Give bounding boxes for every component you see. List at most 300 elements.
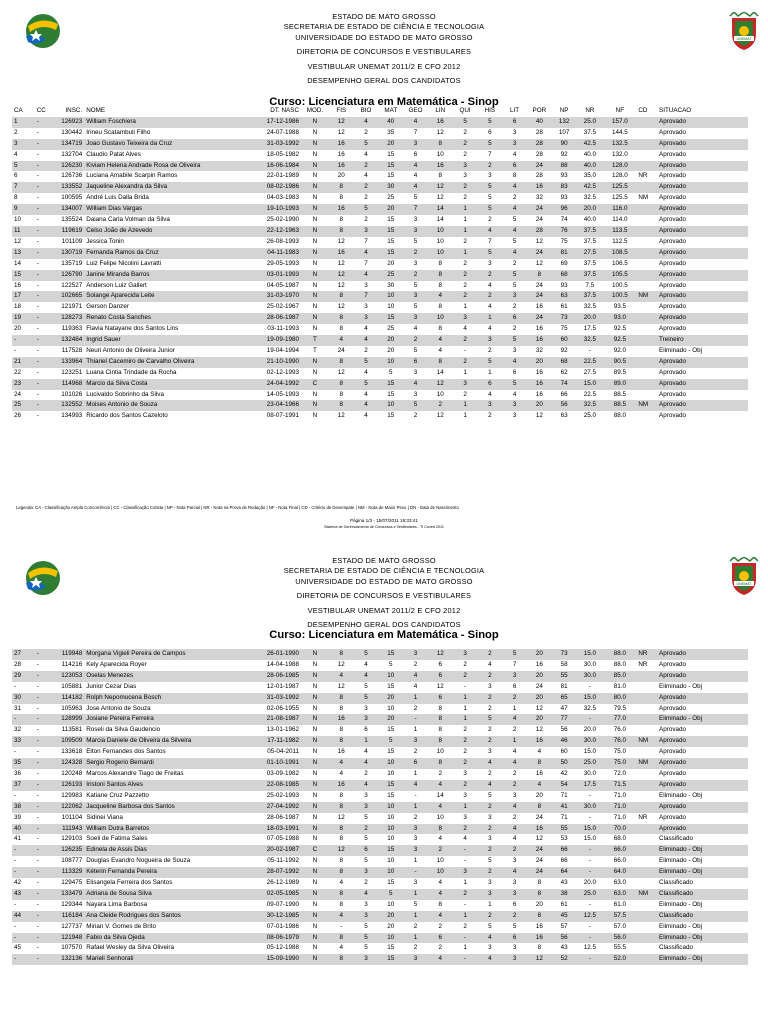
cell-cc: -	[35, 714, 54, 725]
cell-fis: 16	[329, 248, 354, 259]
cell-cd	[636, 270, 657, 281]
cell-mat: 10	[378, 400, 403, 411]
table-row	[12, 128, 748, 139]
cell-mat: 10	[387, 813, 395, 821]
cell-nf: 88.0	[603, 649, 636, 660]
cell-nr: 30.0	[577, 671, 604, 682]
cell-cd	[636, 139, 657, 150]
cell-bio: 4	[354, 400, 379, 411]
cell-nf: 57.0	[613, 922, 626, 930]
cell-nome: Sergio Rogerio Bernardi	[84, 758, 244, 769]
cell-mat: 15	[378, 161, 403, 172]
cell-fis: 8	[329, 400, 354, 411]
cell-nome: William Foschiera	[84, 117, 244, 128]
cell-cd	[636, 335, 657, 346]
cell-cd	[636, 682, 657, 693]
cell-np: 88	[552, 161, 577, 172]
cell-cd	[636, 834, 657, 845]
cell-ca: 8	[14, 194, 18, 202]
cell-nf: 80.0	[603, 693, 636, 704]
cell-fis: 16	[329, 139, 354, 150]
cell-insc: 105963	[61, 704, 83, 712]
cell-por: 28	[527, 139, 552, 150]
cell-bio: 5	[354, 693, 379, 704]
cell-qui: 2	[453, 736, 478, 747]
cell-mod: N	[312, 303, 318, 311]
cell-situacao: Eliminado - Obj	[657, 845, 748, 856]
cell-nf: 64.0	[603, 867, 636, 878]
cell-nr: -	[588, 791, 591, 799]
cell-cc: -	[35, 204, 54, 215]
cell-qui: 3	[453, 649, 478, 660]
cell-np: 77	[552, 714, 577, 725]
cell-nr: 30.0	[583, 769, 597, 777]
cell-bio: 3	[354, 226, 379, 237]
cell-insc: 122527	[61, 281, 83, 289]
cell-lin: 10	[436, 390, 444, 398]
cell-nome: Claudio Patat Alves	[86, 150, 141, 158]
cell-nr: 30.0	[577, 802, 604, 813]
cell-lin: 10	[428, 226, 453, 237]
cell-por: 16	[535, 769, 543, 777]
cell-bio: 5	[354, 379, 379, 390]
cell-mod: N	[301, 139, 329, 150]
cell-nf: 108.5	[603, 248, 636, 259]
cell-his: 3	[488, 879, 492, 887]
cell-nome: Jaqueline Alexandra da Silva	[84, 182, 244, 193]
cell-dt-nasc: 26-08-1993	[266, 237, 299, 245]
cell-dt-nasc: 08-07-1991	[266, 412, 299, 420]
cell-mat: 10	[387, 835, 395, 843]
cell-cd: NM	[636, 400, 657, 411]
cell-dt-nasc: 31-03-1992	[244, 693, 301, 704]
cell-bio: 5	[364, 682, 368, 690]
cell-mod: N	[312, 726, 318, 734]
cell-ca: 28	[14, 660, 22, 668]
cell-np: 92	[560, 150, 568, 158]
cell-his: 1	[488, 368, 492, 376]
cell-geo: 4	[413, 172, 418, 180]
cell-bio: 2	[354, 161, 379, 172]
cell-situacao: Aprovado	[657, 693, 748, 704]
cell-cc: -	[36, 682, 39, 690]
cell-lit: 4	[502, 357, 527, 368]
column-header-nr: NR	[585, 107, 595, 114]
cell-his: 7	[488, 237, 492, 245]
cell-his: 3	[488, 682, 492, 690]
cell-cc: -	[35, 161, 54, 172]
cell-situacao: Aprovado	[657, 182, 748, 193]
cell-lin: 10	[436, 748, 444, 756]
cell-np: 96	[552, 204, 577, 215]
cell-lin: 4	[438, 835, 443, 843]
cell-situacao: Aprovado	[657, 270, 748, 281]
cell-his: 4	[477, 758, 502, 769]
course-title: Curso: Licenciatura em Matemática - Sinop	[269, 629, 499, 641]
cell-dt-nasc: 24-07-1988	[266, 128, 299, 136]
cell-nome: Josiane Pereira Ferreira	[84, 714, 244, 725]
cell-geo: 5	[403, 400, 428, 411]
cell-cd	[636, 161, 657, 172]
cell-nf: 125.5	[603, 182, 636, 193]
cell-mod: N	[312, 922, 318, 930]
cell-mat: 15	[378, 313, 403, 324]
cell-np: 56	[552, 400, 577, 411]
cell-lin: 8	[438, 303, 443, 311]
cell-nome: Kiviam Helena Andrade Rosa de Oliveira	[84, 161, 244, 172]
cell-np: 74	[560, 216, 568, 224]
cell-dt-nasc: 08-06-1979	[244, 933, 301, 944]
cell-np: 43	[560, 879, 568, 887]
cell-bio: 5	[354, 139, 379, 150]
cell-bio: 3	[354, 954, 379, 965]
cell-lit: 2	[502, 780, 527, 791]
cell-cc: -	[35, 226, 54, 237]
cell-nome: Joao Gustavo Teixeira da Cruz	[84, 139, 244, 150]
cell-np: 38	[552, 889, 577, 900]
cell-mod: C	[301, 379, 329, 390]
cell-lit: 2	[512, 726, 517, 734]
cell-np: 60	[560, 748, 568, 756]
header-subtitle: DESEMPENHO GERAL DOS CANDIDATOS	[307, 76, 461, 86]
cell-qui: 1	[463, 704, 467, 712]
cell-fis: 4	[339, 944, 343, 952]
cell-fis: 8	[329, 889, 354, 900]
cell-dt-nasc: 25-02-1993	[266, 791, 299, 799]
cell-por: 12	[535, 835, 543, 843]
cell-insc: 119948	[53, 649, 84, 660]
cell-cd	[636, 368, 657, 379]
cell-np: 66	[560, 857, 568, 865]
cell-ca: -	[14, 682, 17, 690]
cell-lin: 4	[438, 346, 443, 354]
cell-situacao: Aprovado	[659, 303, 686, 311]
cell-cd: NM	[636, 889, 657, 900]
cell-dt-nasc: 31-03-1970	[244, 291, 301, 302]
cell-bio: 1	[354, 736, 379, 747]
cell-dt-nasc: 08-02-1986	[244, 182, 301, 193]
cell-cc: -	[35, 780, 54, 791]
cell-nr: -	[577, 714, 604, 725]
cell-his: 3	[488, 944, 492, 952]
cell-cd	[636, 237, 657, 248]
cell-his: 5	[477, 714, 502, 725]
cell-nf: 57.5	[603, 911, 636, 922]
cell-cc: -	[35, 248, 54, 259]
cell-insc: 135719	[61, 259, 83, 267]
cell-qui: 1	[453, 248, 478, 259]
cell-his: 5	[488, 922, 492, 930]
cell-cc: -	[36, 281, 39, 289]
cell-por: 28	[535, 172, 543, 180]
cell-insc: 129103	[61, 835, 83, 843]
table-row	[12, 193, 748, 204]
cell-mod: N	[301, 824, 329, 835]
cell-situacao: Aprovado	[657, 400, 748, 411]
cell-np: 41	[552, 802, 577, 813]
table-row	[12, 889, 748, 900]
table-row	[12, 671, 748, 682]
header-directorate: DIRETORIA DE CONCURSOS E VESTIBULARES	[296, 591, 472, 601]
cell-bio: 6	[354, 845, 379, 856]
table-body	[12, 117, 748, 422]
cell-his: 2	[477, 291, 502, 302]
cell-geo: 6	[403, 357, 428, 368]
cell-nr: -	[588, 922, 591, 930]
cell-lit: 4	[512, 748, 517, 756]
cell-mod: N	[312, 813, 318, 821]
cell-lin: 2	[438, 944, 443, 952]
cell-lit: 3	[502, 954, 527, 965]
cell-nome: William Dutra Barretos	[84, 824, 244, 835]
cell-dt-nasc: 17-11-1982	[244, 736, 301, 747]
cell-mat: 15	[378, 379, 403, 390]
cell-geo: 3	[403, 736, 428, 747]
cell-geo: 5	[413, 346, 418, 354]
cell-por: 16	[535, 303, 543, 311]
cell-lin: 12	[428, 379, 453, 390]
cell-geo: -	[403, 714, 428, 725]
cell-np: 61	[560, 900, 568, 908]
svg-text:UNEMAT: UNEMAT	[736, 582, 752, 586]
cell-ca: 5	[12, 161, 35, 172]
header-state: ESTADO DE MATO GROSSO	[332, 12, 436, 21]
table-row	[12, 845, 748, 856]
cell-dt-nasc: 28-06-1987	[266, 813, 299, 821]
cell-mat: 20	[378, 714, 403, 725]
cell-mod: N	[301, 867, 329, 878]
cell-mat: 10	[387, 704, 395, 712]
table-body	[12, 649, 748, 965]
cell-lin: 4	[438, 879, 443, 887]
cell-nome: Fernanda Ramos da Cruz	[84, 248, 244, 259]
cell-lin: 8	[428, 139, 453, 150]
cell-fis: 8	[329, 867, 354, 878]
cell-nr: 37.5	[583, 259, 597, 267]
cell-fis: 12	[337, 128, 345, 136]
cell-por: 20	[535, 900, 543, 908]
cell-situacao: Eliminado - Obj	[657, 867, 748, 878]
cell-qui: 2	[453, 824, 478, 835]
header-directorate: DIRETORIA DE CONCURSOS E VESTIBULARES	[296, 47, 472, 57]
cell-dt-nasc: 14-04-1988	[266, 660, 299, 668]
header-subtitle: DESEMPENHO GERAL DOS CANDIDATOS	[307, 620, 461, 630]
cell-dt-nasc: 29-05-1993	[266, 259, 299, 267]
cell-mat: 15	[387, 390, 395, 398]
cell-dt-nasc: 02-06-1955	[266, 704, 299, 712]
cell-situacao: Aprovado	[657, 313, 748, 324]
table-row	[12, 281, 748, 292]
cell-fis: 4	[329, 758, 354, 769]
cell-np: 93	[560, 172, 568, 180]
cell-ca: -	[12, 933, 35, 944]
cell-qui: 1	[453, 226, 478, 237]
table-row	[12, 117, 748, 128]
cell-ca: 30	[12, 693, 35, 704]
cell-geo: 3	[403, 824, 428, 835]
cell-lit: 6	[502, 933, 527, 944]
cell-mat: 10	[378, 357, 403, 368]
cell-fis: 12	[329, 270, 354, 281]
cell-fis: 8	[329, 693, 354, 704]
cell-geo: 4	[403, 182, 428, 193]
cell-nome: Daiana Carla Volman da Silva	[86, 216, 170, 224]
cell-situacao: Classificado	[657, 889, 748, 900]
cell-mat: 10	[378, 867, 403, 878]
cell-fis: 8	[329, 933, 354, 944]
cell-qui: 2	[463, 748, 467, 756]
cell-geo: 2	[413, 748, 418, 756]
cell-lin: 8	[428, 758, 453, 769]
cell-lin: 10	[428, 248, 453, 259]
cell-mat: 15	[387, 879, 395, 887]
cell-insc: 123251	[61, 368, 83, 376]
cell-mod: N	[312, 835, 318, 843]
cell-nome: Rafael Wesley da Silva Oliveira	[86, 944, 174, 952]
cell-nome: Luana Cintia Trindade da Rocha	[86, 368, 177, 376]
cell-fis: 12	[337, 412, 345, 420]
cell-nf: 132.5	[603, 139, 636, 150]
cell-geo: 6	[403, 758, 428, 769]
cell-dt-nasc: 31-03-1992	[244, 139, 301, 150]
cell-insc: 128273	[53, 313, 84, 324]
cell-nr: 32.5	[577, 400, 604, 411]
cell-nr: -	[588, 682, 591, 690]
cell-mat: 5	[389, 660, 393, 668]
cell-mat: 20	[378, 204, 403, 215]
cell-nome: André Luis Dalla Brida	[86, 194, 149, 202]
cell-lit: 3	[502, 671, 527, 682]
cell-fis: 12	[337, 682, 345, 690]
cell-lin: 8	[428, 270, 453, 281]
cell-nr: 30.0	[583, 660, 597, 668]
cell-lit: 2	[512, 769, 517, 777]
cell-lit: 5	[502, 379, 527, 390]
cell-his: 5	[477, 139, 502, 150]
cell-cd: NR	[638, 813, 648, 821]
cell-fis: 8	[329, 291, 354, 302]
cell-nome: Ana Cleide Rodrigues dos Santos	[84, 911, 244, 922]
cell-nf: 76.0	[613, 726, 626, 734]
cell-por: 20	[535, 791, 543, 799]
cell-geo: 7	[403, 204, 428, 215]
column-header-situacao: SITUACAO	[659, 107, 692, 114]
cell-qui: 2	[453, 291, 478, 302]
cell-nr: 37.5	[583, 237, 597, 245]
cell-np: 61	[560, 303, 568, 311]
table-row	[12, 758, 748, 769]
cell-bio: 4	[354, 270, 379, 281]
cell-np: 132	[552, 117, 577, 128]
cell-ca: 33	[12, 736, 35, 747]
cell-lin: 8	[438, 172, 443, 180]
cell-cc: -	[35, 117, 54, 128]
cell-cc: -	[35, 139, 54, 150]
cell-lin: 10	[436, 857, 444, 865]
cell-nf: 71.0	[613, 791, 626, 799]
cell-qui: 3	[463, 813, 467, 821]
cell-insc: 113329	[53, 867, 84, 878]
cell-lit: 5	[512, 281, 517, 289]
cell-his: 2	[488, 769, 492, 777]
cell-np: 63	[552, 291, 577, 302]
cell-fis: 12	[337, 281, 345, 289]
header-exam: VESTIBULAR UNEMAT 2011/2 E CFO 2012	[307, 605, 461, 615]
cell-np: 76	[552, 226, 577, 237]
cell-mat: 5	[389, 368, 393, 376]
cell-situacao: Eliminado - Obj	[659, 922, 703, 930]
cell-geo: 3	[413, 259, 418, 267]
cell-insc: 132552	[53, 400, 84, 411]
cell-por: 20	[527, 714, 552, 725]
cell-mat: 20	[378, 335, 403, 346]
cell-qui: 5	[453, 117, 478, 128]
cell-dt-nasc: 18-03-1991	[244, 824, 301, 835]
cell-lin: 8	[438, 281, 443, 289]
cell-mod: N	[301, 204, 329, 215]
cell-mat: 30	[378, 182, 403, 193]
cell-cc: -	[36, 857, 39, 865]
cell-nr: 20.0	[583, 726, 597, 734]
cell-cc: -	[36, 346, 39, 354]
cell-insc: 101026	[61, 390, 83, 398]
results-table-1	[12, 106, 748, 422]
cell-bio: 2	[364, 128, 368, 136]
cell-por: 24	[535, 281, 543, 289]
cell-mat: 20	[378, 139, 403, 150]
cell-his: 3	[477, 400, 502, 411]
cell-dt-nasc: 04-03-1983	[266, 194, 299, 202]
cell-mod: N	[312, 368, 318, 376]
cell-nr: 37.5	[577, 226, 604, 237]
cell-cd	[636, 226, 657, 237]
cell-lit: 6	[512, 368, 517, 376]
cell-nr: 27.5	[583, 368, 597, 376]
cell-cc: -	[36, 368, 39, 376]
cell-situacao: Aprovado	[657, 736, 748, 747]
cell-ca: 43	[12, 889, 35, 900]
cell-nome: Elton Fernandes dos Santos	[86, 748, 166, 756]
cell-situacao: Eliminado - Obj	[659, 682, 703, 690]
header-secretariat: SECRETARIA DE ESTADO DE CIÊNCIA E TECNOLOGIA	[283, 22, 485, 32]
cell-insc: 121948	[53, 933, 84, 944]
cell-ca: 21	[12, 357, 35, 368]
cell-fis: 20	[337, 172, 345, 180]
cell-cc: -	[36, 150, 39, 158]
table-row	[12, 922, 748, 933]
cell-qui: 3	[453, 161, 478, 172]
cell-nf: 71.0	[613, 813, 626, 821]
cell-ca: 18	[14, 303, 22, 311]
cell-his: 5	[477, 117, 502, 128]
cell-lin: 14	[428, 204, 453, 215]
cell-mod: N	[301, 933, 329, 944]
cell-dt-nasc: 22-01-1989	[266, 172, 299, 180]
cell-mat: 20	[378, 911, 403, 922]
cell-geo: 4	[403, 117, 428, 128]
cell-lit: 5	[502, 335, 527, 346]
cell-por: 28	[535, 150, 543, 158]
cell-geo: 2	[413, 813, 418, 821]
cell-cd	[636, 878, 657, 889]
cell-mat: 40	[378, 117, 403, 128]
cell-ca: -	[14, 346, 17, 354]
cell-geo: 3	[403, 313, 428, 324]
cell-situacao: Aprovado	[659, 813, 686, 821]
cell-geo: 3	[403, 845, 428, 856]
cell-fis: 8	[329, 357, 354, 368]
table-row	[12, 161, 748, 172]
